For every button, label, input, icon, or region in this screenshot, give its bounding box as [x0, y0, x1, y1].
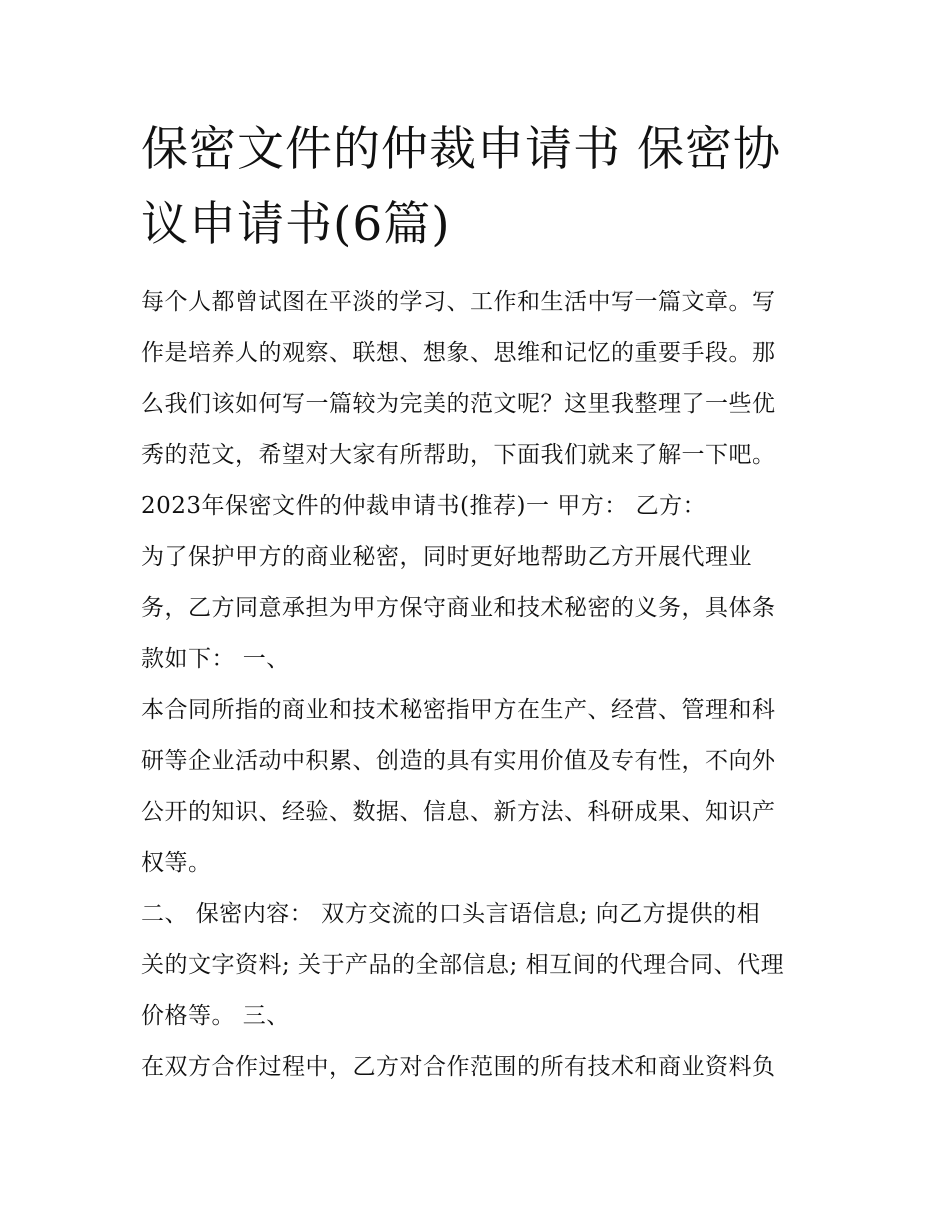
- document-body: [141, 277, 831, 1093]
- body-line-3: 么我们该如何写一篇较为完美的范文呢？这里我整理了一些优: [141, 391, 776, 417]
- body-line-9: 本合同所指的商业和技术秘密指甲方在生产、经营、管理和科: [141, 697, 776, 723]
- body-line-7: 务，乙方同意承担为甲方保守商业和技术秘密的义务，具体条: [141, 595, 776, 621]
- body-line-6: 为了保护甲方的商业秘密，同时更好地帮助乙方开展代理业: [141, 544, 752, 570]
- body-line-2: 作是培养人的观察、联想、想象、思维和记忆的重要手段。那: [141, 340, 776, 366]
- body-line-16: 在双方合作过程中，乙方对合作范围的所有技术和商业资料负: [141, 1054, 776, 1080]
- title-line-1: 保密文件的仲裁申请书 保密协: [141, 122, 781, 177]
- body-line-12: 权等。: [141, 850, 212, 876]
- body-line-10: 研等企业活动中积累、创造的具有实用价值及专有性，不向外: [141, 748, 776, 774]
- body-line-13: 二、 保密内容： 双方交流的口头言语信息; 向乙方提供的相: [141, 901, 761, 927]
- body-line-14: 关的文字资料; 关于产品的全部信息; 相互间的代理合同、代理: [141, 952, 785, 978]
- body-line-1: 每个人都曾试图在平淡的学习、工作和生活中写一篇文章。写: [141, 289, 776, 315]
- document-title: [141, 112, 821, 262]
- body-line-15: 价格等。 三、: [141, 1003, 290, 1029]
- body-line-5: 2023年保密文件的仲裁申请书(推荐)一 甲方： 乙方：: [141, 493, 707, 519]
- body-line-11: 公开的知识、经验、数据、信息、新方法、科研成果、知识产: [141, 799, 776, 825]
- title-line-2: 议申请书(6篇): [141, 197, 451, 252]
- body-line-4: 秀的范文，希望对大家有所帮助，下面我们就来了解一下吧。: [141, 442, 776, 468]
- body-line-8: 款如下： 一、: [141, 646, 290, 672]
